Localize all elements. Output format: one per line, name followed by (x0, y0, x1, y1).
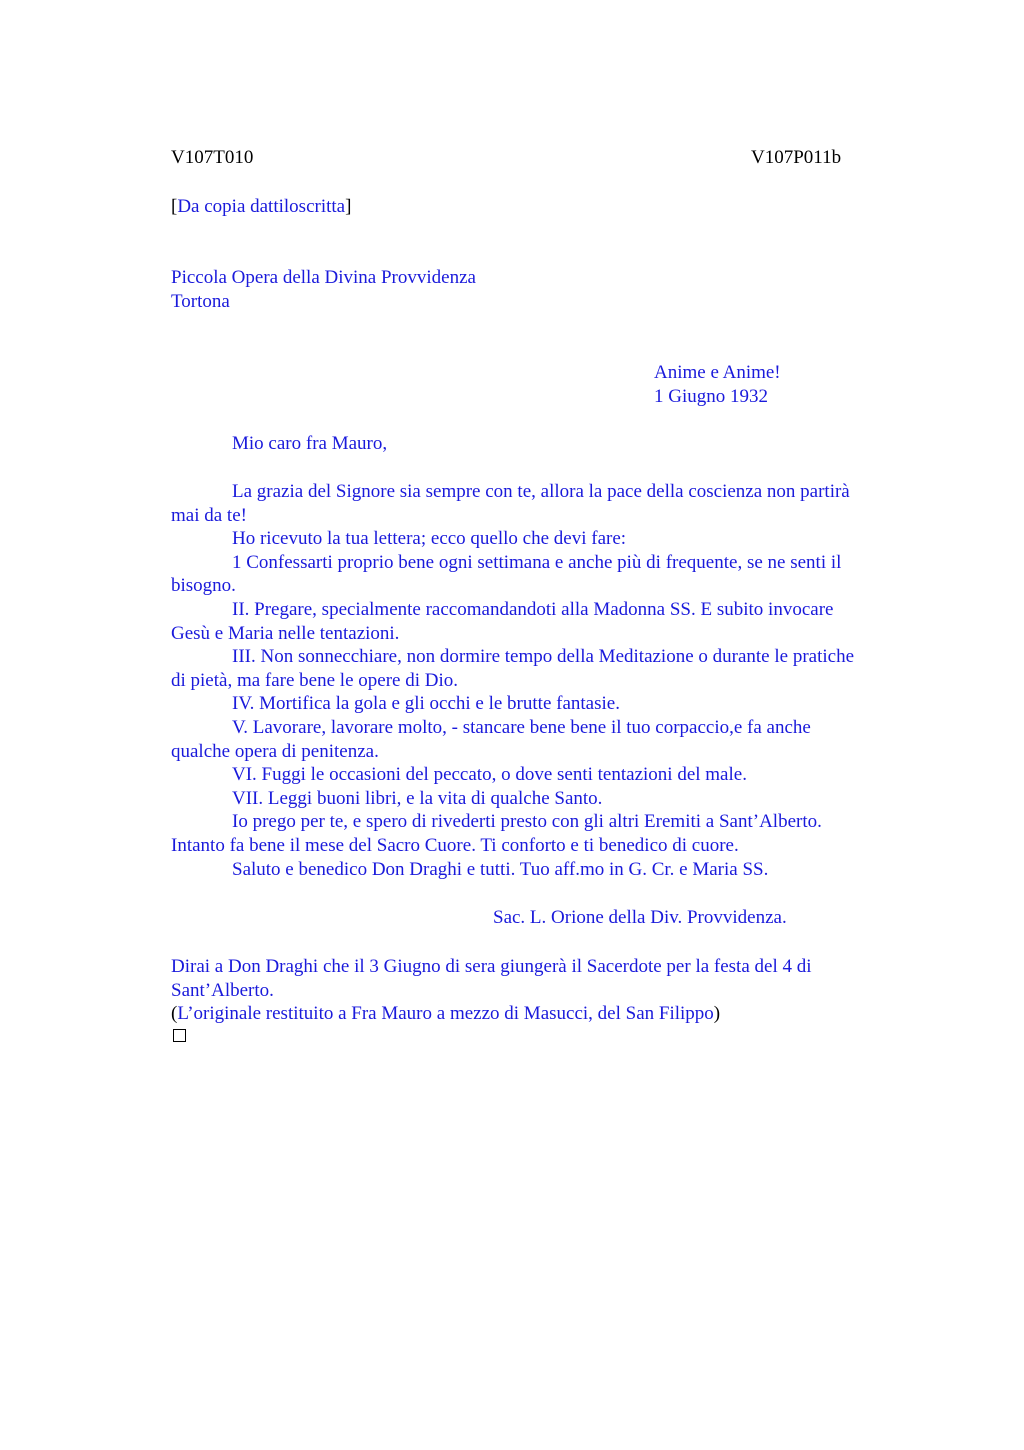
body-line: bisogno. (171, 575, 236, 597)
source-note (171, 195, 351, 219)
body-line: La grazia del Signore sia sempre con te, allora la pace della coscienza non partirà (232, 481, 850, 502)
end-marker-box-icon (173, 1029, 186, 1042)
document-code-left: V107T010 (171, 147, 254, 168)
archival-note-open-paren: ( (171, 1003, 178, 1025)
body-line: Io prego per te, e spero di rivederti presto con gli altri Eremiti a Sant’Alberto. (232, 811, 822, 833)
body-line: IV. Mortifica la gola e gli occhi e le brutte fantasie. (232, 693, 620, 715)
body-line: V. Lavorare, lavorare molto, - stancare bene bene il tuo corpaccio,e fa anche (232, 716, 811, 738)
source-note-open-bracket: [ (171, 196, 178, 217)
archival-note-close-paren: ) (713, 1003, 721, 1025)
body-line: III. Non sonnecchiare, non dormire tempo della Meditazione o durante le pratiche (232, 646, 855, 668)
document-code-right: V107P011b (751, 147, 842, 168)
body-line: 1 Confessarti proprio bene ogni settimana e anche più di frequente, se ne senti il (232, 551, 842, 573)
organization-name: Piccola Opera della Divina Provvidenza (171, 267, 476, 288)
body-line: II. Pregare, specialmente raccomandandoti alla Madonna SS. E subito invocare (232, 598, 834, 620)
body-line: mai da te! (171, 504, 247, 526)
motto: Anime e Anime! (654, 362, 781, 383)
body-line: di pietà, ma fare bene le opere di Dio. (171, 669, 458, 691)
postscript-line: Dirai a Don Draghi che il 3 Giugno di sera giungerà il Sacerdote per la festa del 4 di (171, 956, 812, 977)
source-note-text: Da copia dattiloscritta (177, 196, 346, 217)
body-line: Gesù e Maria nelle tentazioni. (171, 622, 400, 644)
document-page (171, 0, 916, 1450)
postscript-line: Sant’Alberto. (171, 979, 274, 1001)
archival-note (171, 1002, 916, 1026)
salutation: Mio caro fra Mauro, (232, 433, 388, 454)
body-line: qualche opera di penitenza. (171, 740, 379, 762)
signature: Sac. L. Orione della Div. Provvidenza. (493, 907, 787, 928)
body-line: VII. Leggi buoni libri, e la vita di qualche Santo. (232, 787, 603, 809)
body-line: Intanto fa bene il mese del Sacro Cuore. Ti conforto e ti benedico di cuore. (171, 834, 739, 856)
archival-note-text: L’originale restituito a Fra Mauro a mezzo di Masucci, del San Filippo (177, 1003, 714, 1025)
body-line: Saluto e benedico Don Draghi e tutti. Tuo aff.mo in G. Cr. e Maria SS. (232, 858, 769, 880)
postscript-block (171, 955, 916, 1026)
source-note-close-bracket: ] (345, 196, 352, 217)
body-line: Ho ricevuto la tua lettera; ecco quello che devi fare: (232, 528, 627, 550)
letter-date: 1 Giugno 1932 (654, 385, 768, 407)
organization-block (171, 266, 476, 313)
organization-city: Tortona (171, 290, 230, 312)
body-line: VI. Fuggi le occasioni del peccato, o dove senti tentazioni del male. (232, 764, 747, 786)
letter-body (171, 480, 916, 881)
motto-date-block (654, 361, 781, 408)
